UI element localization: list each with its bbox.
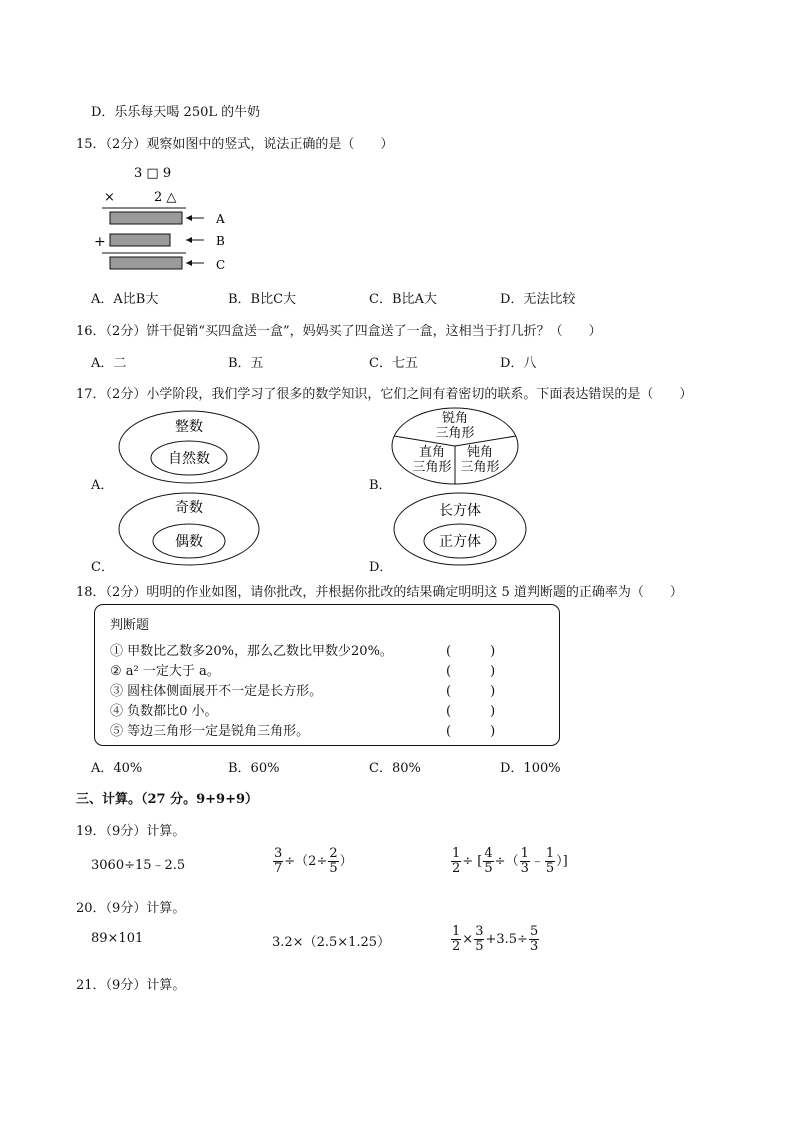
q17-d-letter: D． [369,560,393,575]
q15-stem: 15．（2分）观察如图中的竖式，说法正确的是（ ） [76,137,394,152]
q16-option-d: D．八 [500,356,537,371]
q20-expr-2: 3.2×（2.5×1.25） [272,935,391,950]
q18-bracket-2: ( ) [446,664,496,679]
q17-b-triangle-classification-diagram [388,404,522,488]
q15-option-d: D．无法比较 [500,292,576,307]
q16-option-a: A．二 [91,356,127,371]
q15-top-row: 3 □ 9 [134,166,172,181]
q18-box-title: 判断题 [110,618,150,633]
q15-bar-c [110,257,182,269]
q19-expr-1: 3060÷15﹣2.5 [91,858,186,873]
q15-arrow-a-icon [186,215,192,221]
q15-option-c: C．B比A大 [369,292,437,307]
q16-stem: 16．（2分）饼干促销“买四盒送一盒”，妈妈买了四盒送了一盒，这相当于打几折？（ ） [76,324,602,339]
q15-arrow-c-icon [186,260,192,266]
q16-option-b: B．五 [228,356,264,371]
q18-option-c: C．80% [369,761,421,776]
q19-stem: 19．（9分）计算。 [76,824,186,839]
q18-bracket-4: ( ) [446,704,496,719]
q19-expr-3: $\frac{1}{2}$ ÷ [ $\frac{4}{5}$ ÷（ $\frac{1}{3}$ ﹣ $\frac{1}{5}$ ）] [452,846,568,876]
q17-b-left-label-1: 直角 [418,445,446,460]
q15-second-row: 2 △ [154,190,177,205]
q18-bracket-3: ( ) [446,684,496,699]
q17-a-venn-diagram [115,408,265,488]
q14-option-d: D．乐乐每天喝 250L 的牛奶 [91,105,261,120]
section-3-title: 三、计算。（27 分。9+9+9） [76,792,259,807]
q19-expr-2: $\frac{3}{7}$ ÷（2÷ $\frac{2}{5}$ ） [274,846,353,876]
q18-item-3: ③ 圆柱体侧面展开不一定是长方形。 [110,684,323,699]
q17-d-outer-label: 长方体 [439,503,481,519]
q15-arrow-b-icon [186,237,192,243]
q15-option-b: B．B比C大 [228,292,297,307]
q20-stem: 20．（9分）计算。 [76,901,186,916]
q17-a-letter: A． [91,478,114,493]
q17-stem: 17．（2分）小学阶段，我们学习了很多的数学知识，它们之间有着密切的联系。下面表达错误的是（ ） [76,387,693,402]
q15-bar-b [110,234,170,246]
q17-b-letter: B． [369,478,392,493]
q15-plus-sign: + [94,234,106,250]
q18-option-a: A．40% [91,761,143,776]
q17-b-left-label-2: 三角形 [412,460,452,475]
q17-d-inner-label: 正方体 [439,534,481,550]
q15-option-a: A．A比B大 [91,292,159,307]
q15-times-sign: × [104,190,115,205]
q17-b-right-label-1: 钝角 [466,445,494,460]
q18-item-4: ④ 负数都比0 小。 [110,704,218,719]
q21-stem: 21．（9分）计算。 [76,978,186,993]
q15-label-a: A [216,212,225,226]
q18-option-b: B．60% [228,761,280,776]
q16-option-c: C．七五 [369,356,418,371]
q17-a-outer-label: 整数 [175,419,203,435]
q17-c-letter: C． [91,560,114,575]
q17-b-top-label-1: 锐角 [441,411,469,426]
q20-expr-3: $\frac{1}{2}$ × $\frac{3}{5}$ +3.5÷ $\frac{5}{3}$ [452,924,539,954]
q18-item-5: ⑤ 等边三角形一定是锐角三角形。 [110,724,310,739]
q18-bracket-1: ( ) [446,644,496,659]
q20-expr-1: 89×101 [91,931,144,946]
q18-stem: 18．（2分）明明的作业如图，请你批改，并根据你批改的结果确定明明这 5 道判断题的正确率为（ ） [76,585,683,600]
q18-option-d: D．100% [500,761,561,776]
q18-item-2: ② a² 一定大于 a。 [110,664,220,679]
q17-d-venn-diagram [390,490,530,570]
q17-b-top-label-2: 三角形 [435,426,475,441]
q15-vertical-multiplication-figure [94,160,238,278]
q18-item-1: ① 甲数比乙数多20%，那么乙数比甲数少20%。 [110,644,393,659]
q15-label-b: B [216,234,225,248]
q17-c-outer-label: 奇数 [175,500,203,516]
q17-c-inner-label: 偶数 [175,534,203,550]
q15-bar-a [110,212,182,224]
q17-c-venn-diagram [115,490,265,570]
q17-b-right-label-2: 三角形 [460,460,500,475]
q15-label-c: C [216,258,226,272]
q17-a-inner-label: 自然数 [168,451,210,467]
q18-bracket-5: ( ) [446,724,496,739]
